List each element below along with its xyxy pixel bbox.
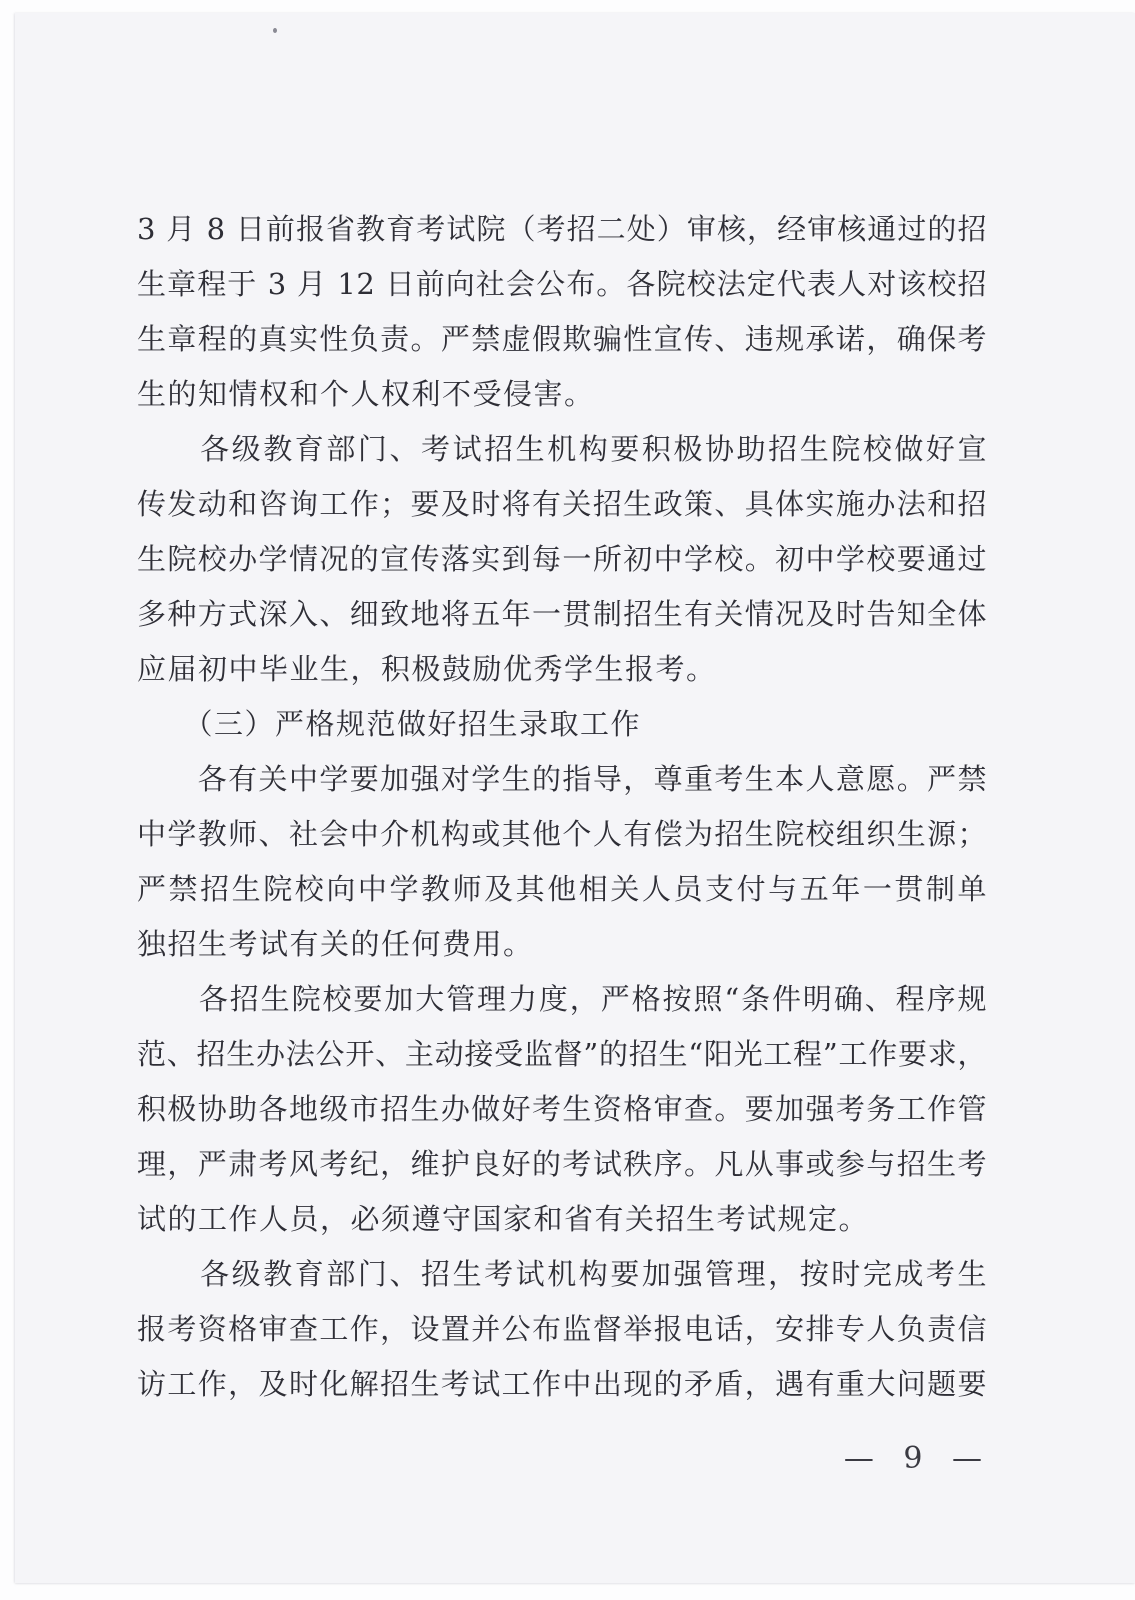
- text-line: 生的知情权和个人权利不受侵害。: [137, 377, 595, 411]
- paragraph: [137, 972, 987, 1247]
- text-line: 试的工作人员，必须遵守国家和省有关招生考试规定。: [137, 1202, 870, 1236]
- text-line: 生院校办学情况的宣传落实到每一所初中学校。初中学校要通过: [137, 542, 987, 576]
- paragraph: [137, 752, 987, 972]
- section-heading: [137, 697, 987, 752]
- text-line: 报考资格审查工作，设置并公布监督举报电话，安排专人负责信: [137, 1312, 987, 1346]
- text-line: 独招生考试有关的任何费用。: [137, 927, 534, 961]
- document-page: [15, 13, 1135, 1583]
- page-number: — 9 —: [843, 1441, 992, 1476]
- text-line: 范、招生办法公开、主动接受监督”的招生“阳光工程”工作要求，: [137, 1037, 987, 1071]
- text-line: 访工作，及时化解招生考试工作中出现的矛盾，遇有重大问题要: [137, 1367, 987, 1401]
- text-line: 理，严肃考风考纪，维护良好的考试秩序。凡从事或参与招生考: [137, 1147, 987, 1181]
- text-line: 3 月 8 日前报省教育考试院（考招二处）审核，经审核通过的招: [137, 212, 987, 246]
- paragraph: [137, 202, 987, 422]
- text-line: 中学教师、社会中介机构或其他个人有偿为招生院校组织生源；: [137, 817, 987, 851]
- text-line: 积极协助各地级市招生办做好考生资格审查。要加强考务工作管: [137, 1092, 987, 1126]
- text-line: 各级教育部门、招生考试机构要加强管理，按时完成考生: [137, 1257, 987, 1291]
- text-line: 严禁招生院校向中学教师及其他相关人员支付与五年一贯制单: [137, 872, 987, 906]
- paragraph: [137, 422, 987, 697]
- text-line: 传发动和咨询工作；要及时将有关招生政策、具体实施办法和招: [137, 487, 987, 521]
- heading-line: （三）严格规范做好招生录取工作: [137, 707, 642, 741]
- paragraph: [137, 1247, 987, 1412]
- document-body: [137, 202, 987, 1412]
- text-line: 各有关中学要加强对学生的指导，尊重考生本人意愿。严禁: [137, 762, 987, 796]
- text-line: 各级教育部门、考试招生机构要积极协助招生院校做好宣: [137, 432, 987, 466]
- scan-speck: [273, 28, 277, 33]
- text-line: 生章程的真实性负责。严禁虚假欺骗性宣传、违规承诺，确保考: [137, 322, 987, 356]
- text-line: 多种方式深入、细致地将五年一贯制招生有关情况及时告知全体: [137, 597, 987, 631]
- text-line: 应届初中毕业生，积极鼓励优秀学生报考。: [137, 652, 717, 686]
- text-line: 各招生院校要加大管理力度，严格按照“条件明确、程序规: [137, 982, 987, 1016]
- text-line: 生章程于 3 月 12 日前向社会公布。各院校法定代表人对该校招: [137, 267, 987, 301]
